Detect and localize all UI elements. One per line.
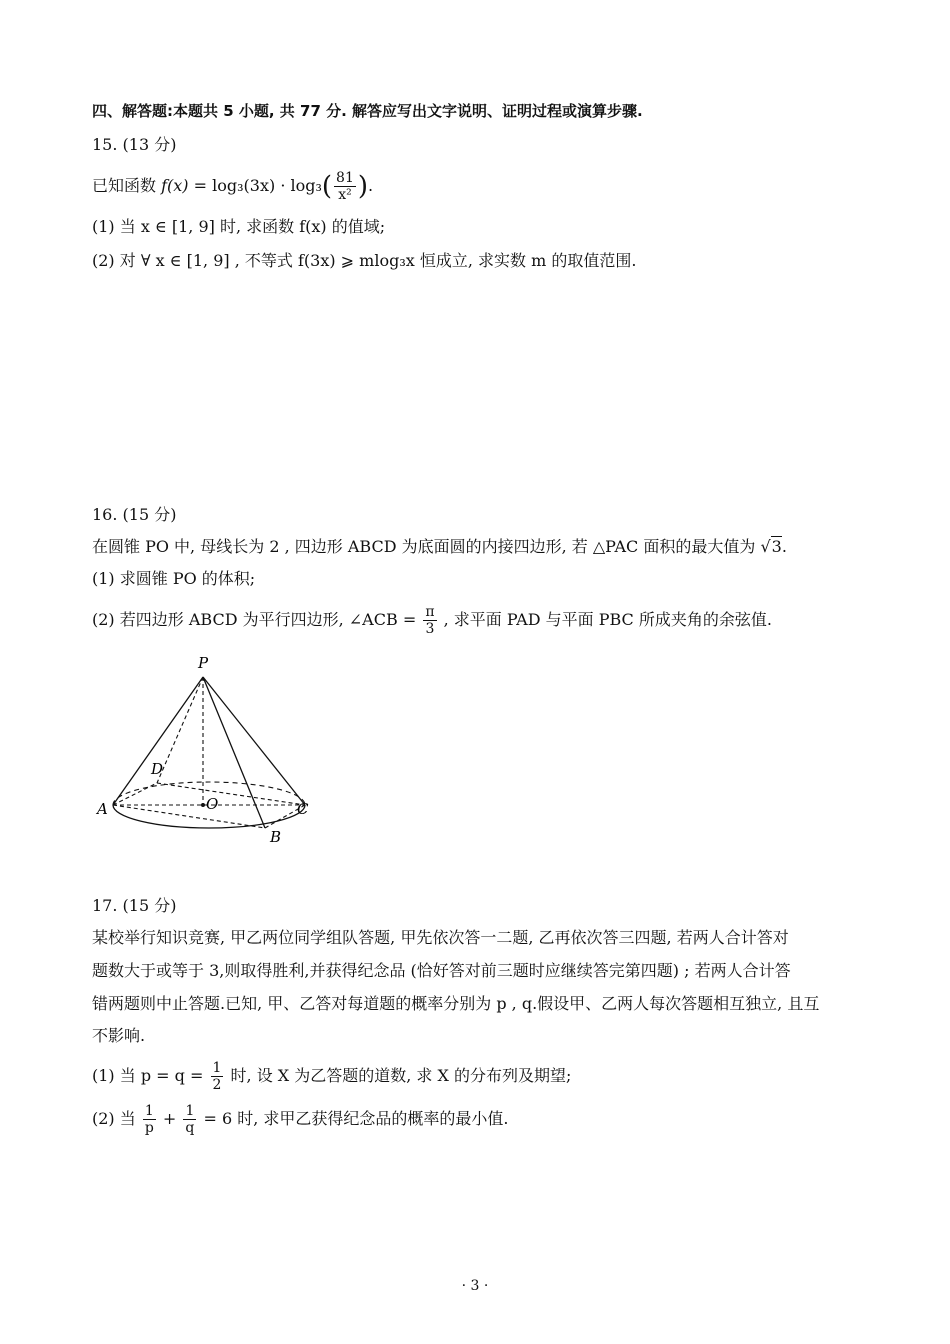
label-O: O	[206, 795, 219, 813]
q17-line3: 错两题则中止答题.已知, 甲、乙答对每道题的概率分别为 p , q.假设甲、乙两人每次答题相互独立, 且互	[92, 994, 820, 1013]
q17-part1-fraction	[211, 1060, 224, 1093]
q17-part2-a: (2) 当	[92, 1109, 136, 1128]
page-number: · 3 ·	[461, 1278, 489, 1294]
q16-stem-text: 在圆锥 PO 中, 母线长为 2 , 四边形 ABCD 为底面圆的内接四边形, 若 △PAC 面积的最大值为	[92, 537, 756, 556]
q16-part2	[92, 604, 772, 637]
q17-part1-frac-den: 2	[212, 1077, 222, 1093]
q17-part1	[92, 1060, 571, 1093]
q17-part2-b: = 6 时, 求甲乙获得纪念品的概率的最小值.	[203, 1109, 509, 1128]
segment-AB	[113, 805, 265, 828]
q17-part1-frac-num: 1	[212, 1060, 222, 1076]
label-A: A	[97, 800, 108, 818]
section-header: 四、解答题:本题共 5 小题, 共 77 分. 解答应写出文字说明、证明过程或演算步骤.	[92, 102, 643, 120]
point-O	[201, 803, 205, 807]
segment-DC	[157, 783, 305, 805]
q15-part2: (2) 对 ∀ x ∈ [1, 9] , 不等式 f(3x) ⩾ mlog₃x 恒成立, 求实数 m 的取值范围.	[92, 251, 637, 270]
q15-part1: (1) 当 x ∈ [1, 9] 时, 求函数 f(x) 的值域;	[92, 217, 386, 236]
q16-part1: (1) 求圆锥 PO 的体积;	[92, 569, 256, 588]
q17-part2-f1-num: 1	[143, 1103, 156, 1120]
cone-figure	[95, 652, 325, 852]
q15-func-lhs: f(x)	[161, 176, 189, 195]
q17-part2-fraction-2	[183, 1103, 196, 1136]
edge-PC	[203, 677, 305, 805]
q16-part2-b: , 求平面 PAD 与平面 PBC 所成夹角的余弦值.	[443, 610, 772, 629]
edge-PA	[113, 677, 203, 805]
q16-stem: 在圆锥 PO 中, 母线长为 2 , 四边形 ABCD 为底面圆的内接四边形, 若 △PAC 面积的最大值为 √3.	[92, 537, 787, 556]
q17-part2-plus: +	[162, 1109, 177, 1128]
edge-PD	[157, 677, 203, 783]
label-C: C	[297, 800, 309, 818]
segment-AD	[113, 783, 157, 805]
q15-stem-prefix: 已知函数	[92, 176, 157, 195]
q16-part2-fraction	[423, 604, 436, 637]
q15-frac-num: 81	[336, 170, 354, 186]
q17-label: 17. (15 分)	[92, 896, 177, 915]
q15-fraction	[334, 170, 356, 203]
q16-part2-frac-num: π	[425, 604, 435, 620]
q17-line1: 某校举行知识竞赛, 甲乙两位同学组队答题, 甲先依次答一二题, 乙再依次答三四题, 若两人合计答对	[92, 928, 789, 947]
q17-part1-b: 时, 设 X 为乙答题的道数, 求 X 的分布列及期望;	[230, 1066, 572, 1085]
label-D: D	[151, 760, 164, 778]
q16-stem-sqrt: 3	[771, 537, 782, 556]
q17-part2-f2-num: 1	[183, 1103, 196, 1120]
q17-line2: 题数大于或等于 3,则取得胜利,并获得纪念品 (恰好答对前三题时应继续答完第四题) ; 若两人合计答	[92, 961, 791, 980]
q16-label: 16. (15 分)	[92, 505, 177, 524]
label-P: P	[198, 654, 209, 672]
q15-stem: 已知函数 f(x) = log₃(3x) · log₃( $\frac{81}{\text{x²}}$ ).	[92, 170, 374, 203]
q15-frac-den: x²	[338, 187, 352, 203]
q16-part2-a: (2) 若四边形 ABCD 为平行四边形, ∠ACB =	[92, 610, 417, 629]
q16-part2-frac-den: 3	[425, 621, 435, 637]
label-B: B	[270, 828, 282, 846]
q17-part2-f1-den: p	[144, 1120, 154, 1136]
q17-part2-fraction-1	[143, 1103, 156, 1136]
q17-line4: 不影响.	[92, 1026, 146, 1045]
q17-part2	[92, 1103, 509, 1136]
q17-part1-a: (1) 当 p = q =	[92, 1066, 204, 1085]
q15-label: 15. (13 分)	[92, 135, 177, 154]
q15-func-rhs: = log₃(3x) · log₃	[193, 176, 322, 195]
q17-part2-f2-den: q	[185, 1120, 195, 1136]
